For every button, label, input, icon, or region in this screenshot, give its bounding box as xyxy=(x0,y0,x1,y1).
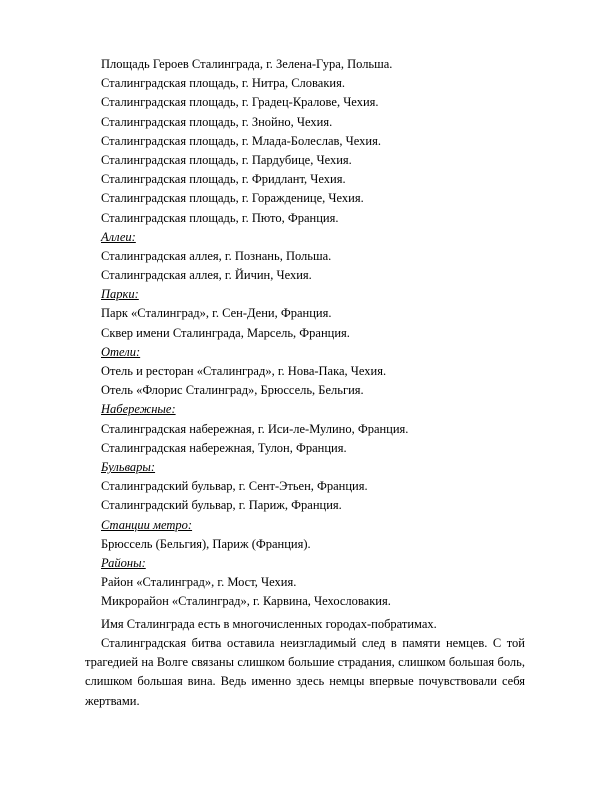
list-item-park: Парк «Сталинград», г. Сен-Дени, Франция. xyxy=(101,306,332,321)
list-item-park: Сквер имени Сталинграда, Марсель, Франция. xyxy=(101,325,350,340)
list-item-hotel: Отель «Флорис Сталинград», Брюссель, Бельгия. xyxy=(101,383,364,398)
list-item-hotel: Отель и ресторан «Сталинград», г. Нова-Пака, Чехия. xyxy=(101,364,387,378)
section-heading-embankments: Набережные: xyxy=(101,402,176,417)
paragraph-twin-cities xyxy=(85,615,525,634)
section-heading-districts: Районы: xyxy=(101,555,146,570)
list-item-district: Микрорайон «Сталинград», г. Карвина, Чехословакия. xyxy=(101,594,391,609)
paragraph-text: Сталинградская битва оставила неизгладимый след в памяти немцев. С той трагедией на Волге связаны слишком большие страдания, слишком большая боль, слишком большая вина. Ведь именно здесь немцы впервые почувствовали себя жертвами. xyxy=(85,636,525,708)
paragraph-battle-memory xyxy=(85,634,525,711)
list-item-boulevard: Сталинградский бульвар, г. Париж, Франция. xyxy=(101,498,342,513)
section-heading-boulevards: Бульвары: xyxy=(101,459,156,474)
list-item-square: Сталинградская площадь, г. Знойно, Чехия. xyxy=(101,114,333,129)
list-item-alley: Сталинградская аллея, г. Йичин, Чехия. xyxy=(101,268,312,283)
list-item-square: Площадь Героев Сталинграда, г. Зелена-Гура, Польша. xyxy=(101,57,393,71)
section-heading-parks: Парки: xyxy=(101,287,139,302)
section-heading-metro: Станции метро: xyxy=(101,517,193,532)
list-item-district: Район «Сталинград», г. Мост, Чехия. xyxy=(101,575,297,590)
list-item-embankment: Сталинградская набережная, г. Иси-ле-Мулино, Франция. xyxy=(101,421,409,436)
list-item-square: Сталинградская площадь, г. Градец-Кралове, Чехия. xyxy=(101,95,379,110)
section-heading-hotels: Отели: xyxy=(101,344,141,359)
section-heading-alleys: Аллеи: xyxy=(101,229,136,244)
list-item-square: Сталинградская площадь, г. Нитра, Словакия. xyxy=(101,76,345,91)
paragraph-text: Имя Сталинграда есть в многочисленных городах-побратимах. xyxy=(101,617,437,631)
list-item-square: Сталинградская площадь, г. Млада-Болеслав, Чехия. xyxy=(101,133,381,148)
list-item-metro: Брюссель (Бельгия), Париж (Франция). xyxy=(101,536,311,551)
list-item-square: Сталинградская площадь, г. Фридлант, Чехия. xyxy=(101,172,346,187)
list-item-square: Сталинградская площадь, г. Пюто, Франция. xyxy=(101,210,339,225)
list-item-alley: Сталинградская аллея, г. Познань, Польша. xyxy=(101,248,332,263)
list-item-embankment: Сталинградская набережная, Тулон, Франция. xyxy=(101,440,347,455)
list-content xyxy=(101,55,501,611)
list-item-square: Сталинградская площадь, г. Горажденице, Чехия. xyxy=(101,191,364,206)
list-item-boulevard: Сталинградский бульвар, г. Сент-Этьен, Франция. xyxy=(101,479,368,494)
list-item-square: Сталинградская площадь, г. Пардубице, Чехия. xyxy=(101,152,352,167)
